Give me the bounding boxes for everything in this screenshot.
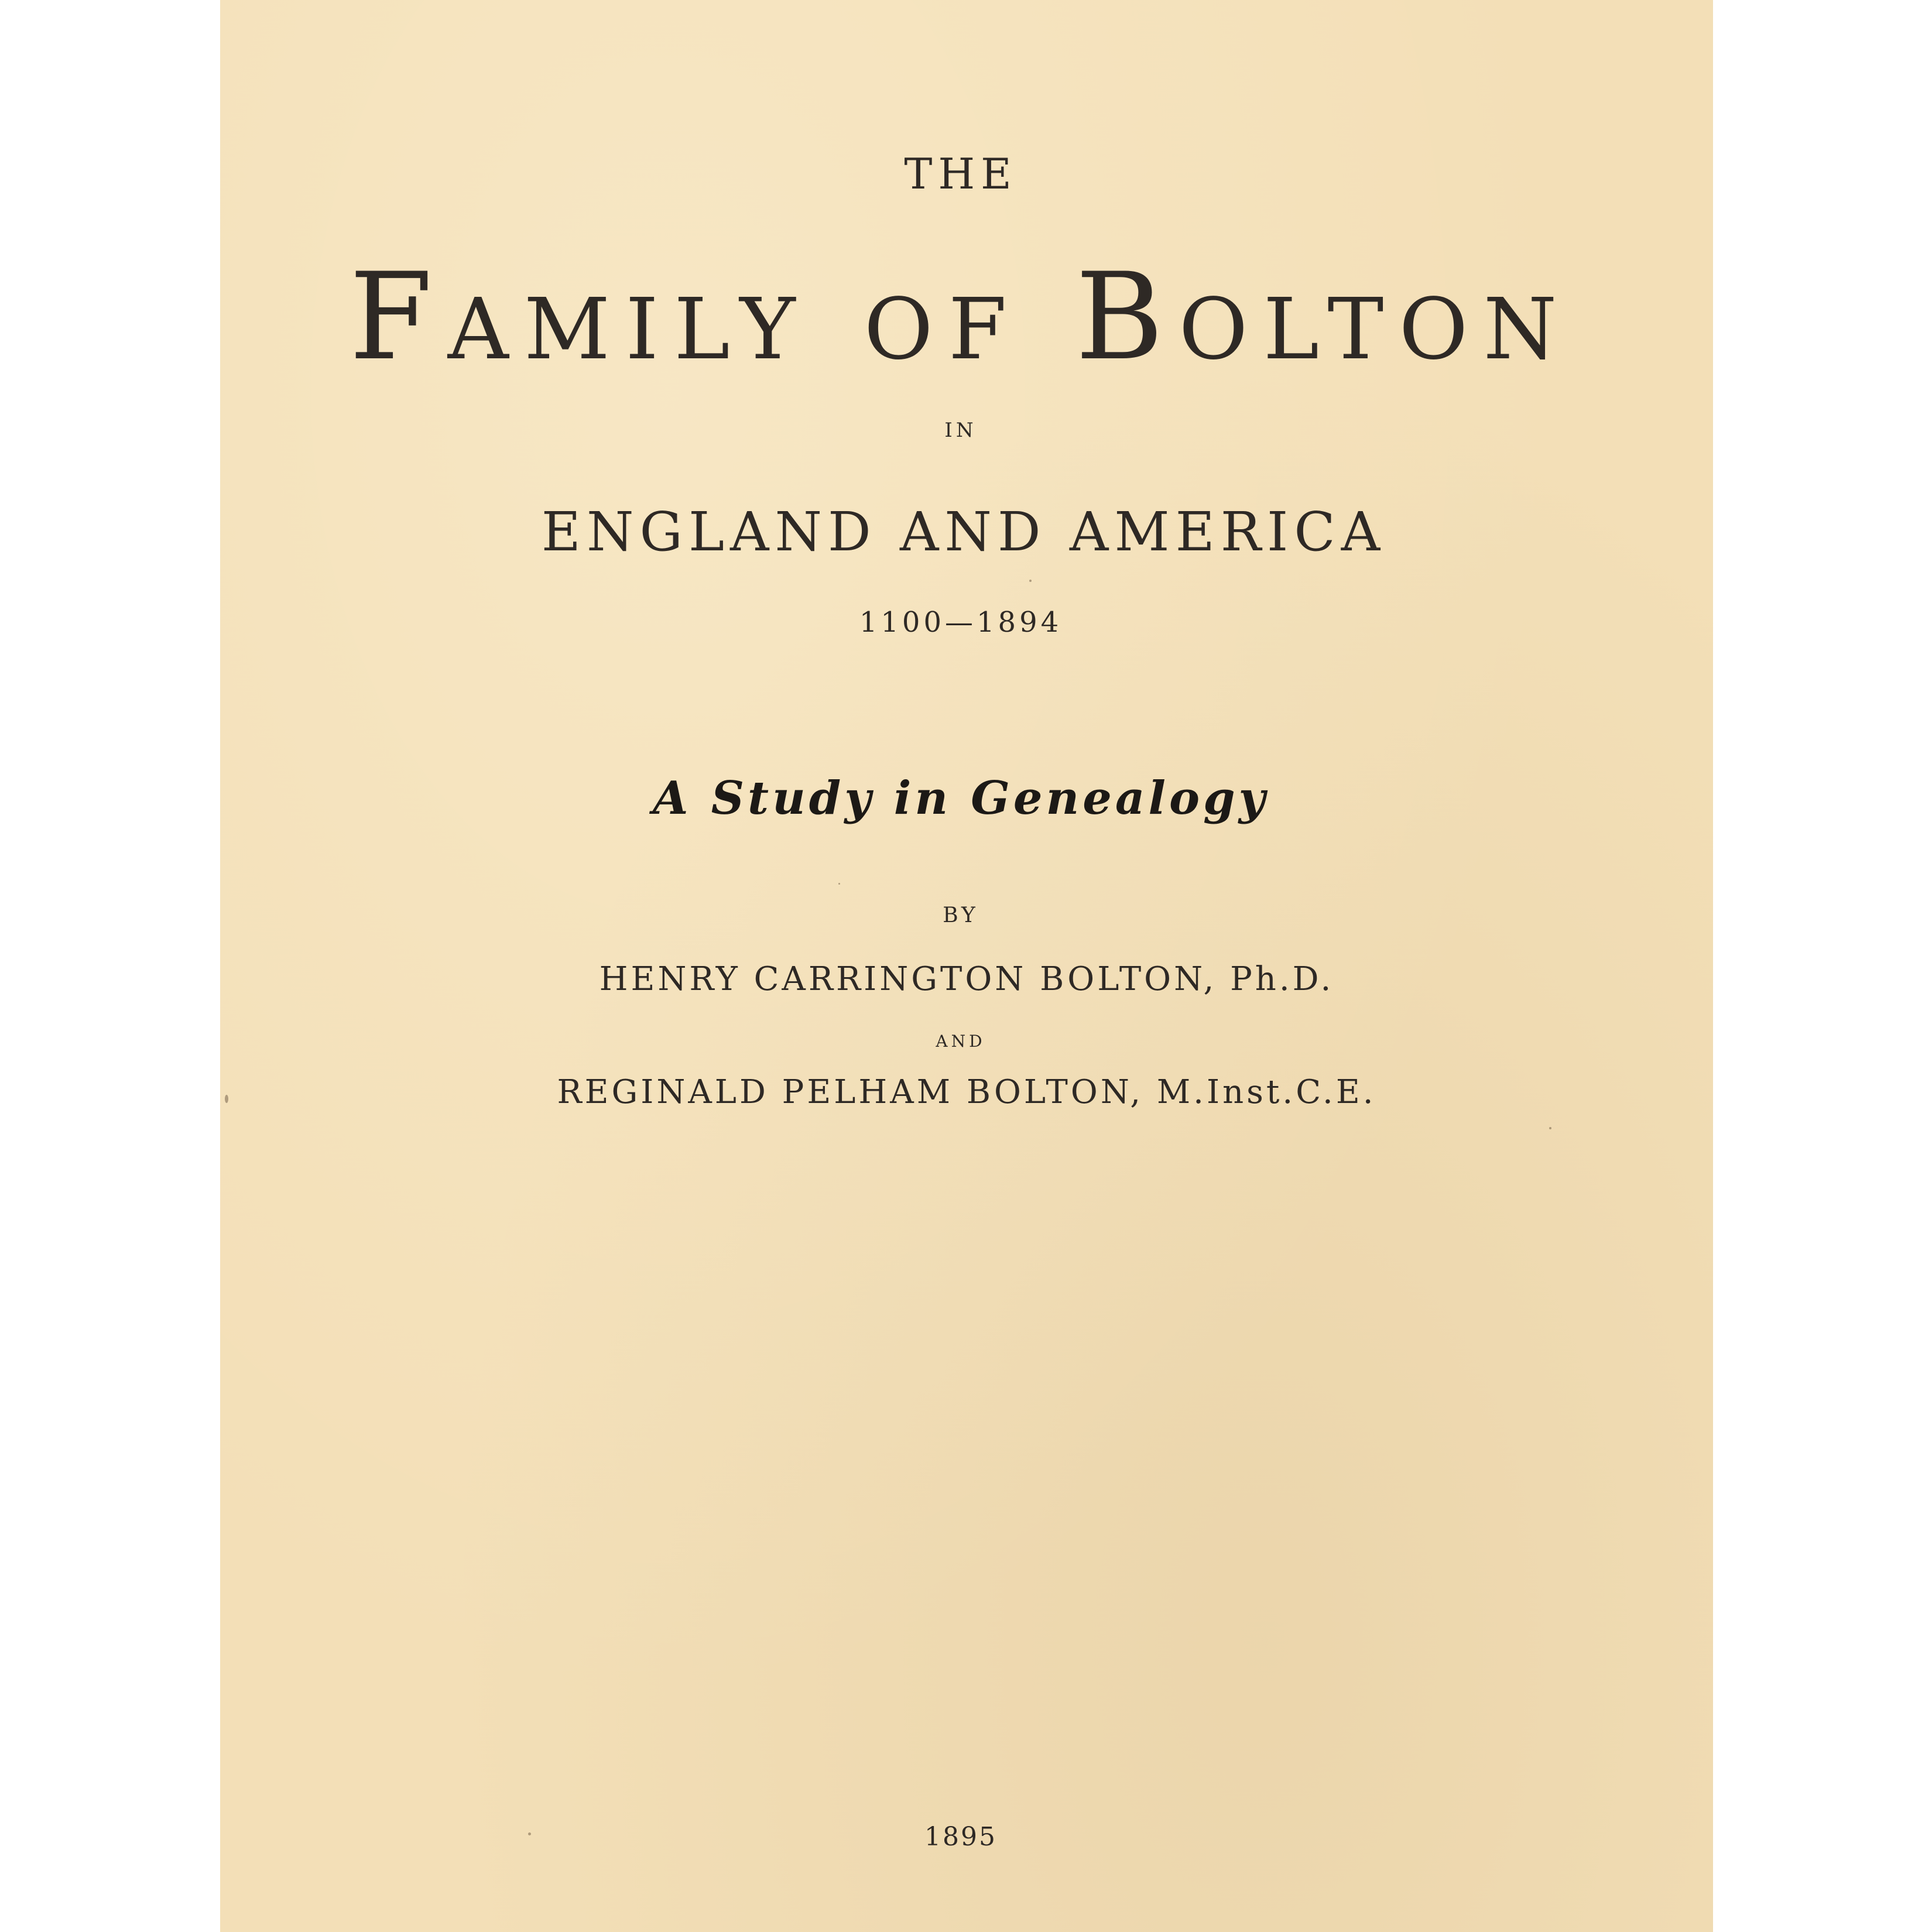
author-first: HENRY CARRINGTON BOLTON, Ph.D. bbox=[599, 960, 1334, 998]
publication-year: 1895 bbox=[924, 1822, 997, 1852]
title-page bbox=[220, 0, 1713, 1932]
paper-speck bbox=[528, 1832, 531, 1835]
date-range: 1100—1894 bbox=[859, 606, 1063, 639]
and-label: AND bbox=[936, 1032, 986, 1051]
paper-speck bbox=[1029, 580, 1032, 582]
title-prefix: THE bbox=[904, 149, 1018, 198]
paper-speck bbox=[225, 1095, 228, 1103]
paper-speck bbox=[1450, 345, 1451, 347]
author-second: REGINALD PELHAM BOLTON, M.Inst.C.E. bbox=[557, 1073, 1376, 1111]
book-title: Family of Bolton bbox=[349, 248, 1573, 387]
book-subtitle: ENGLAND AND AMERICA bbox=[541, 501, 1386, 563]
paper-speck bbox=[1549, 1127, 1551, 1129]
by-label: BY bbox=[943, 903, 979, 927]
book-description: A Study in Genealogy bbox=[653, 772, 1269, 825]
title-connector: IN bbox=[944, 419, 977, 442]
paper-speck bbox=[838, 883, 840, 885]
